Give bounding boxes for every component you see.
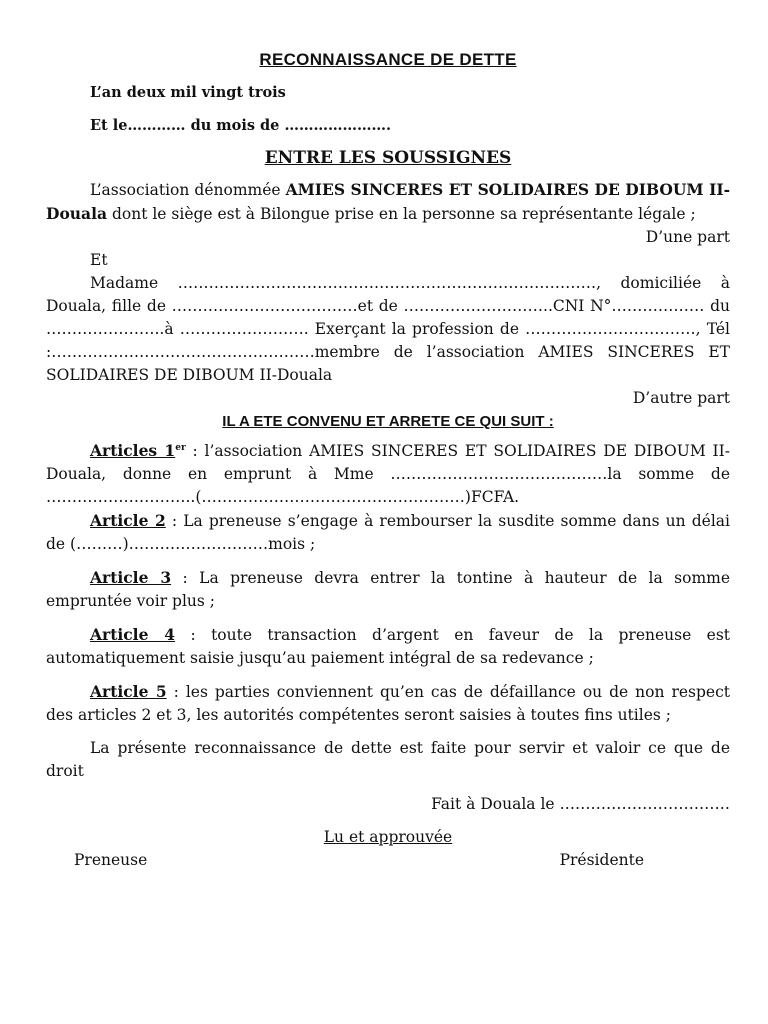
document-title: RECONNAISSANCE DE DETTE xyxy=(259,50,517,69)
article-3 xyxy=(46,566,730,613)
article-4-label: Article 4 xyxy=(90,625,176,644)
signature-preneuse: Preneuse xyxy=(74,851,148,869)
article-2-label: Article 2 xyxy=(90,511,166,530)
closing-paragraph: La présente reconnaissance de dette est faite pour servir et valoir ce que de droit xyxy=(46,739,730,780)
article-2 xyxy=(46,509,730,556)
parties-title: ENTRE LES SOUSSIGNES xyxy=(264,148,512,168)
article-5-text: : les parties conviennent qu’en cas de défaillance ou de non respect des articles 2 et 3, les autorités compétentes seront saisies à toutes fins utiles ; xyxy=(46,683,730,724)
second-part-label: D’autre part xyxy=(632,389,730,407)
agreement-heading: IL A ETE CONVENU ET ARRETE CE QUI SUIT : xyxy=(222,413,554,430)
article-1-label: Articles 1 xyxy=(90,441,176,460)
party-one-suffix: dont le siège est à Bilongue prise en la personne sa représentante légale ; xyxy=(107,205,696,223)
party-two-paragraph: Madame ………………………………………………………………………, domiciliée à Douala, fille de ………………………………et de ………………………..CNI N°……………… du …………………..à ……………………. Exerçant la profession de ……………………………, Tél :……………………………………………membre de l’association AMIES SINCERES ET SOLIDAIRES DE DIBOUM II-Douala xyxy=(46,274,730,384)
first-part-label: D’une part xyxy=(645,228,730,246)
association-name: AMIES SINCERES ET SOLIDAIRES DE DIBOUM II-Douala xyxy=(46,180,731,223)
document xyxy=(46,46,730,872)
article-5-label: Article 5 xyxy=(90,682,167,701)
place-date-line: Fait à Douala le …………………………… xyxy=(431,795,730,813)
article-1 xyxy=(46,439,730,509)
article-5 xyxy=(46,680,730,727)
article-2-text: : La preneuse s’engage à rembourser la susdite somme dans un délai de (………)………………………mois ; xyxy=(46,512,730,553)
article-3-text: : La preneuse devra entrer la tontine à hauteur de la somme empruntée voir plus ; xyxy=(46,569,731,610)
party-one-paragraph xyxy=(46,178,730,226)
article-1-text: : l’association AMIES SINCERES ET SOLIDAIRES DE DIBOUM II-Douala, donne en emprunt à Mme ……………………………………la somme de ………………………..(……………………………………………)FCFA. xyxy=(46,442,730,506)
signature-row xyxy=(46,849,730,872)
date-line: Et le………… du mois de …………………. xyxy=(90,117,392,134)
signature-presidente: Présidente xyxy=(559,851,644,869)
read-approved-label: Lu et approuvée xyxy=(323,828,453,846)
article-1-sup: er xyxy=(175,442,186,453)
article-4-text: : toute transaction d’argent en faveur de la preneuse est automatiquement saisie jusqu’au paiement intégral de sa redevance ; xyxy=(46,626,731,667)
et-label: Et xyxy=(90,251,108,269)
party-one-prefix: L’association dénommée xyxy=(90,181,286,199)
article-4 xyxy=(46,623,730,670)
article-3-label: Article 3 xyxy=(90,568,172,587)
year-line: L’an deux mil vingt trois xyxy=(90,84,286,101)
